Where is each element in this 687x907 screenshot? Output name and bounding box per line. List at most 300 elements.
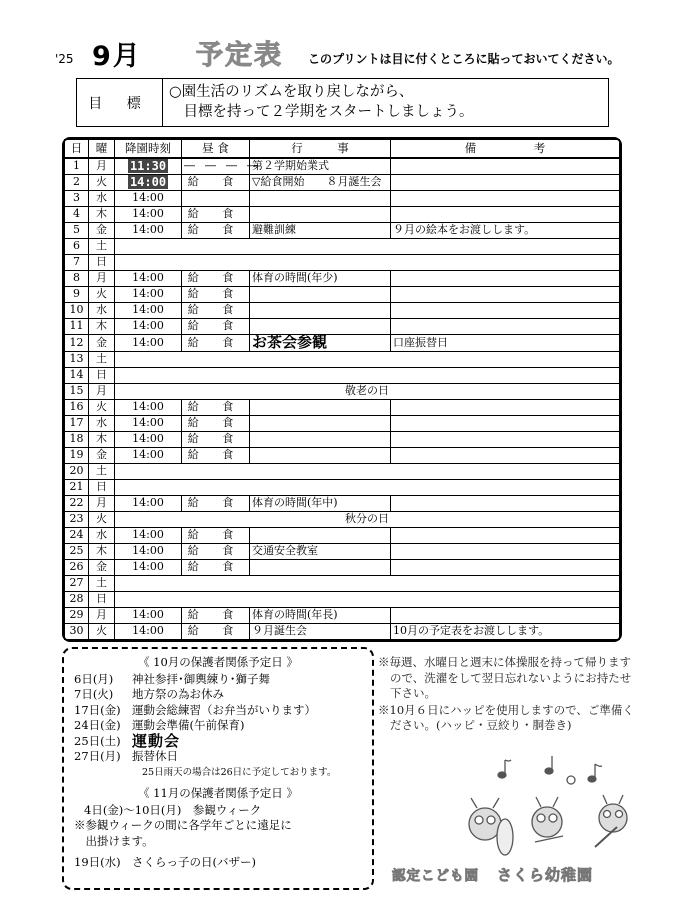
lunch-cell [182, 318, 250, 334]
weekday-cell [89, 527, 115, 543]
day-cell-text: 16 [69, 400, 84, 413]
day-cell [65, 270, 89, 286]
lunch-cell [182, 607, 250, 623]
remarks-cell [391, 286, 620, 302]
october-item-date: 25日(土) [74, 733, 121, 748]
weekday-cell-text: 月 [96, 159, 107, 172]
day-cell-text: 15 [69, 384, 84, 397]
weekday-cell-text: 日 [96, 368, 107, 381]
pickup-time-cell [115, 318, 182, 334]
day-cell [65, 367, 89, 383]
schedule-row [65, 399, 620, 415]
lunch-cell-text: 給 食 [187, 416, 244, 429]
october-item [74, 749, 362, 765]
weekday-cell-text: 木 [96, 207, 107, 220]
remarks-cell [391, 447, 620, 463]
schedule-row [65, 431, 620, 447]
lunch-cell [182, 559, 250, 575]
day-cell-text: 3 [73, 191, 80, 204]
october-item-text: 振替休日 [132, 749, 178, 763]
pickup-time-cell [115, 302, 182, 318]
weekday-cell-text: 日 [96, 255, 107, 268]
remarks-cell [391, 495, 620, 511]
event-cell-text: 第２学期始業式 [252, 159, 329, 172]
weekday-cell-text: 土 [96, 352, 107, 365]
weekday-cell [89, 174, 115, 190]
remarks-cell [391, 527, 620, 543]
pickup-time-cell [115, 559, 182, 575]
day-cell-text: 19 [69, 448, 84, 461]
day-cell [65, 591, 89, 607]
lunch-cell [182, 174, 250, 190]
schedule-row [65, 318, 620, 334]
pickup-time-cell [115, 527, 182, 543]
remarks-cell [391, 559, 620, 575]
schedule-row [65, 190, 620, 206]
holiday-cell [115, 511, 620, 527]
day-cell-text: 28 [69, 592, 84, 605]
lunch-cell-text: 給 食 [187, 207, 244, 220]
header-lunch: 昼 食 [182, 140, 250, 158]
pickup-time-cell-text: 14:00 [132, 608, 164, 621]
weekday-cell-text: 水 [96, 528, 107, 541]
event-cell-text: 交通安全教室 [252, 544, 318, 557]
day-cell-text: 17 [69, 416, 84, 429]
weekday-cell-text: 土 [96, 239, 107, 252]
day-cell-text: 22 [69, 496, 84, 509]
weekday-cell [89, 334, 115, 351]
event-cell [250, 447, 391, 463]
pickup-time-cell [115, 431, 182, 447]
day-cell-text: 2 [73, 175, 80, 188]
schedule-row [65, 174, 620, 190]
weekday-cell-text: 火 [96, 175, 107, 188]
event-cell [250, 559, 391, 575]
lunch-cell [182, 222, 250, 238]
holiday-cell [115, 575, 620, 591]
pickup-time-cell [115, 190, 182, 206]
header-weekday: 曜 [89, 140, 115, 158]
lunch-cell-text: 給 食 [187, 496, 244, 509]
holiday-cell [115, 351, 620, 367]
schedule-row [65, 575, 620, 591]
weekday-cell-text: 木 [96, 432, 107, 445]
lunch-cell [182, 527, 250, 543]
event-cell [250, 495, 391, 511]
schedule-row [65, 254, 620, 270]
day-cell-text: 20 [69, 464, 84, 477]
schedule-row [65, 495, 620, 511]
remarks-cell [391, 206, 620, 222]
weekday-cell [89, 222, 115, 238]
weekday-cell [89, 238, 115, 254]
weekday-cell [89, 206, 115, 222]
kindergarten-title: さくら幼稚園 [497, 866, 594, 884]
kindergarten-name [392, 864, 593, 885]
event-cell [250, 190, 391, 206]
musician-bugs-illustration [455, 752, 635, 862]
lunch-cell-text: 給 食 [187, 400, 244, 413]
weekday-cell-text: 月 [96, 496, 107, 509]
remarks-cell [391, 318, 620, 334]
weekday-cell [89, 254, 115, 270]
event-cell [250, 399, 391, 415]
november-line-1: 4日(金)～10日(月) 参観ウィーク [84, 802, 262, 817]
weekday-cell-text: 金 [96, 223, 107, 236]
remarks-cell [391, 158, 620, 175]
pickup-time-cell-text: 14:00 [132, 560, 164, 573]
pickup-time-cell-text: 11:30 [129, 158, 167, 173]
goal-box [76, 78, 609, 127]
october-item [74, 672, 362, 688]
weekday-cell [89, 302, 115, 318]
october-item-text: 神社参拝･御輿練り･獅子舞 [132, 671, 270, 686]
remarks-cell [391, 190, 620, 206]
weekday-cell [89, 367, 115, 383]
weekday-cell [89, 479, 115, 495]
schedule-row [65, 238, 620, 254]
remarks-cell [391, 270, 620, 286]
day-cell [65, 174, 89, 190]
event-cell [250, 527, 391, 543]
november-item-text: さくらっ子の日(バザー) [132, 855, 256, 869]
october-item-text: 運動会準備(午前保育) [132, 718, 245, 732]
pickup-time-cell [115, 623, 182, 639]
weekday-cell [89, 190, 115, 206]
event-cell-text: ▽給食開始 ８月誕生会 [252, 175, 382, 188]
weekday-cell [89, 351, 115, 367]
notes-section [378, 655, 636, 735]
event-cell-text: 体育の時間(年少) [252, 271, 338, 284]
event-cell [250, 543, 391, 559]
day-cell [65, 318, 89, 334]
schedule-row [65, 591, 620, 607]
day-cell [65, 399, 89, 415]
schedule-row [65, 511, 620, 527]
day-cell [65, 511, 89, 527]
holiday-cell-text: 敬老の日 [345, 384, 389, 397]
event-cell [250, 334, 391, 351]
pickup-time-cell [115, 543, 182, 559]
pickup-time-cell [115, 607, 182, 623]
weekday-cell-text: 月 [96, 271, 107, 284]
pickup-time-cell-text: 14:00 [132, 496, 164, 509]
lunch-cell [182, 286, 250, 302]
day-cell [65, 543, 89, 559]
day-cell [65, 334, 89, 351]
day-cell [65, 190, 89, 206]
schedule-row [65, 367, 620, 383]
pickup-time-cell [115, 447, 182, 463]
pickup-time-cell-text: 14:00 [132, 223, 164, 236]
weekday-cell [89, 399, 115, 415]
weekday-cell [89, 158, 115, 175]
remarks-cell [391, 431, 620, 447]
holiday-cell [115, 254, 620, 270]
lunch-cell [182, 399, 250, 415]
day-cell-text: 27 [69, 576, 84, 589]
day-cell-text: 10 [69, 303, 84, 316]
day-cell [65, 527, 89, 543]
pickup-time-cell [115, 399, 182, 415]
schedule-table [64, 139, 620, 640]
weekday-cell-text: 火 [96, 400, 107, 413]
remarks-cell [391, 415, 620, 431]
day-cell [65, 495, 89, 511]
weekday-cell-text: 水 [96, 303, 107, 316]
pickup-time-cell [115, 222, 182, 238]
holiday-cell-text: 秋分の日 [345, 512, 389, 525]
lunch-cell-text: 給 食 [187, 303, 244, 316]
event-cell [250, 302, 391, 318]
day-cell-text: 21 [69, 480, 84, 493]
november-item-date: 19日(水) [74, 855, 121, 869]
pickup-time-cell-text: 14:00 [132, 400, 164, 413]
day-cell [65, 158, 89, 175]
pickup-time-cell-text: 14:00 [132, 432, 164, 445]
day-cell-text: 18 [69, 432, 84, 445]
pickup-time-cell-text: 14:00 [132, 271, 164, 284]
lunch-cell-text: 給 食 [187, 335, 244, 349]
pickup-time-cell-text: 14:00 [132, 448, 164, 461]
october-item-date: 7日(火) [74, 687, 114, 701]
event-cell-text: ９月誕生会 [252, 624, 307, 637]
pickup-time-cell-text: 14:00 [132, 191, 164, 204]
weekday-cell [89, 591, 115, 607]
weekday-cell [89, 575, 115, 591]
note-gym-clothes: ※毎週、水曜日と週末に体操服を持って帰りますので、洗濯をして翌日忘れないようにお持たせ下さい。 [378, 655, 632, 700]
day-cell [65, 302, 89, 318]
pickup-time-cell [115, 495, 182, 511]
day-cell-text: 9 [73, 287, 80, 300]
month-title: 9月 [92, 41, 142, 72]
weekday-cell [89, 318, 115, 334]
day-cell [65, 351, 89, 367]
november-line-3: 出掛けます。 [74, 833, 154, 848]
october-item [74, 687, 362, 703]
schedule-row [65, 270, 620, 286]
october-item [74, 703, 362, 719]
weekday-cell-text: 火 [96, 512, 107, 525]
day-cell [65, 383, 89, 399]
october-title: 《 10月の保護者関係予定日 》 [138, 655, 298, 669]
remarks-cell-text: 口座振替日 [393, 335, 448, 349]
lunch-cell-text: 給 食 [187, 271, 244, 284]
october-item-date: 27日(月) [74, 749, 121, 763]
day-cell [65, 463, 89, 479]
event-cell-text: お茶会参観 [252, 332, 328, 351]
schedule-row [65, 415, 620, 431]
remarks-cell [391, 334, 620, 351]
schedule-row [65, 543, 620, 559]
lunch-cell [182, 158, 268, 175]
event-cell [250, 270, 391, 286]
weekday-cell [89, 607, 115, 623]
year-label: '25 [55, 52, 74, 66]
day-cell [65, 431, 89, 447]
event-cell [250, 206, 391, 222]
weekday-cell [89, 286, 115, 302]
day-cell-text: 24 [69, 528, 84, 541]
rain-note: 25日雨天の場合は26日に予定しております。 [142, 766, 337, 778]
day-cell-text: 13 [69, 352, 84, 365]
weekday-cell-text: 金 [96, 448, 107, 461]
lunch-cell [182, 334, 250, 351]
remarks-cell [391, 174, 620, 190]
schedule-row [65, 222, 620, 238]
lunch-cell [182, 431, 250, 447]
weekday-cell-text: 月 [96, 384, 107, 397]
day-cell-text: 30 [69, 624, 84, 637]
schedule-row [65, 383, 620, 399]
october-item-text: 運動会 [132, 731, 181, 750]
holiday-cell [115, 367, 620, 383]
day-cell-text: 29 [69, 608, 84, 621]
weekday-cell [89, 431, 115, 447]
lunch-cell-text: 給 食 [187, 528, 244, 541]
pickup-time-cell [115, 286, 182, 302]
weekday-cell-text: 木 [96, 544, 107, 557]
schedule-row [65, 286, 620, 302]
goal-label: 目 標 [77, 79, 163, 126]
schedule-row [65, 527, 620, 543]
pickup-time-cell-text: 14:00 [132, 303, 164, 316]
day-cell [65, 575, 89, 591]
weekday-cell [89, 623, 115, 639]
pickup-time-cell [115, 206, 182, 222]
day-cell [65, 415, 89, 431]
lunch-cell [182, 302, 250, 318]
day-cell [65, 222, 89, 238]
lunch-cell-text: 給 食 [187, 560, 244, 573]
october-item [74, 718, 362, 734]
day-cell [65, 559, 89, 575]
weekday-cell-text: 金 [96, 560, 107, 573]
day-cell-text: 4 [73, 207, 80, 220]
note-happi: ※10月６日にハッピを使用しますので、ご準備ください。(ハッピ・豆絞り・胴巻き) [378, 702, 634, 732]
event-cell [250, 623, 391, 639]
lunch-cell-text: 給 食 [187, 223, 244, 236]
day-cell-text: 1 [73, 159, 80, 172]
lunch-cell-text: ―――― [184, 159, 268, 172]
day-cell-text: 5 [73, 223, 80, 236]
pickup-time-cell [115, 334, 182, 351]
weekday-cell [89, 270, 115, 286]
holiday-cell [115, 479, 620, 495]
lunch-cell [182, 415, 250, 431]
remarks-cell-text: ９月の絵本をお渡しします。 [393, 223, 536, 236]
weekday-cell-text: 火 [96, 287, 107, 300]
event-cell [250, 222, 391, 238]
lunch-cell [182, 543, 250, 559]
day-cell [65, 286, 89, 302]
remarks-cell [391, 222, 620, 238]
weekday-cell [89, 511, 115, 527]
pickup-time-cell-text: 14:00 [132, 335, 164, 349]
event-cell [250, 158, 391, 175]
header-pickup-time: 降園時刻 [115, 140, 182, 158]
schedule-row [65, 351, 620, 367]
day-cell [65, 206, 89, 222]
holiday-cell [115, 383, 620, 399]
event-cell [250, 431, 391, 447]
pickup-time-cell-text: 14:00 [132, 207, 164, 220]
header-day: 日 [65, 140, 89, 158]
schedule-row [65, 623, 620, 639]
schedule-row [65, 607, 620, 623]
october-item-date: 6日(月) [74, 671, 114, 686]
day-cell [65, 254, 89, 270]
lunch-cell-text: 給 食 [187, 448, 244, 461]
weekday-cell-text: 土 [96, 464, 107, 477]
pickup-time-cell-text: 14:00 [132, 528, 164, 541]
pickup-time-cell [115, 158, 182, 175]
weekday-cell-text: 土 [96, 576, 107, 589]
weekday-cell-text: 日 [96, 480, 107, 493]
november-line-2: ※参観ウィークの間に各学年ごとに遠足に [74, 818, 292, 832]
weekday-cell-text: 日 [96, 592, 107, 605]
header-event: 行 事 [250, 140, 391, 158]
event-cell [250, 174, 391, 190]
weekday-cell [89, 447, 115, 463]
page-header [0, 0, 687, 72]
holiday-cell [115, 238, 620, 254]
pickup-time-cell-text: 14:00 [132, 416, 164, 429]
schedule-row [65, 479, 620, 495]
remarks-cell [391, 399, 620, 415]
day-cell-text: 6 [73, 239, 80, 252]
pickup-time-cell [115, 415, 182, 431]
event-cell [250, 415, 391, 431]
lunch-cell [182, 623, 250, 639]
weekday-cell [89, 559, 115, 575]
lunch-cell-text: 給 食 [187, 608, 244, 621]
october-item-date: 24日(金) [74, 718, 121, 732]
schedule-row [65, 302, 620, 318]
schedule-row [65, 463, 620, 479]
pickup-time-cell [115, 270, 182, 286]
weekday-cell-text: 金 [96, 335, 107, 349]
event-cell [250, 286, 391, 302]
weekday-cell [89, 383, 115, 399]
remarks-cell-text: 10月の予定表をお渡しします。 [393, 624, 550, 637]
weekday-cell-text: 火 [96, 624, 107, 637]
pickup-time-cell-text: 14:00 [132, 287, 164, 300]
pickup-time-cell-text: 14:00 [132, 319, 164, 332]
lunch-cell-text: 給 食 [187, 319, 244, 332]
day-cell-text: 23 [69, 512, 84, 525]
remarks-cell [391, 543, 620, 559]
lunch-cell-text: 給 食 [187, 432, 244, 445]
weekday-cell-text: 月 [96, 608, 107, 621]
remarks-cell [391, 623, 620, 639]
october-item-text: 運動会総練習（お弁当がいります） [132, 702, 316, 717]
schedule-header-row [65, 140, 620, 158]
weekday-cell [89, 463, 115, 479]
lunch-cell-text: 給 食 [187, 544, 244, 557]
lunch-cell [182, 447, 250, 463]
goal-text: ○園生活のリズムを取り戻しながら、 目標を持って２学期をスタートしましょう。 [169, 84, 474, 120]
lunch-cell-text: 給 食 [187, 175, 244, 188]
day-cell-text: 7 [73, 255, 80, 268]
day-cell [65, 447, 89, 463]
day-cell-text: 14 [69, 368, 84, 381]
day-cell-text: 11 [69, 319, 84, 332]
weekday-cell [89, 415, 115, 431]
holiday-cell [115, 591, 620, 607]
day-cell [65, 479, 89, 495]
day-cell [65, 607, 89, 623]
